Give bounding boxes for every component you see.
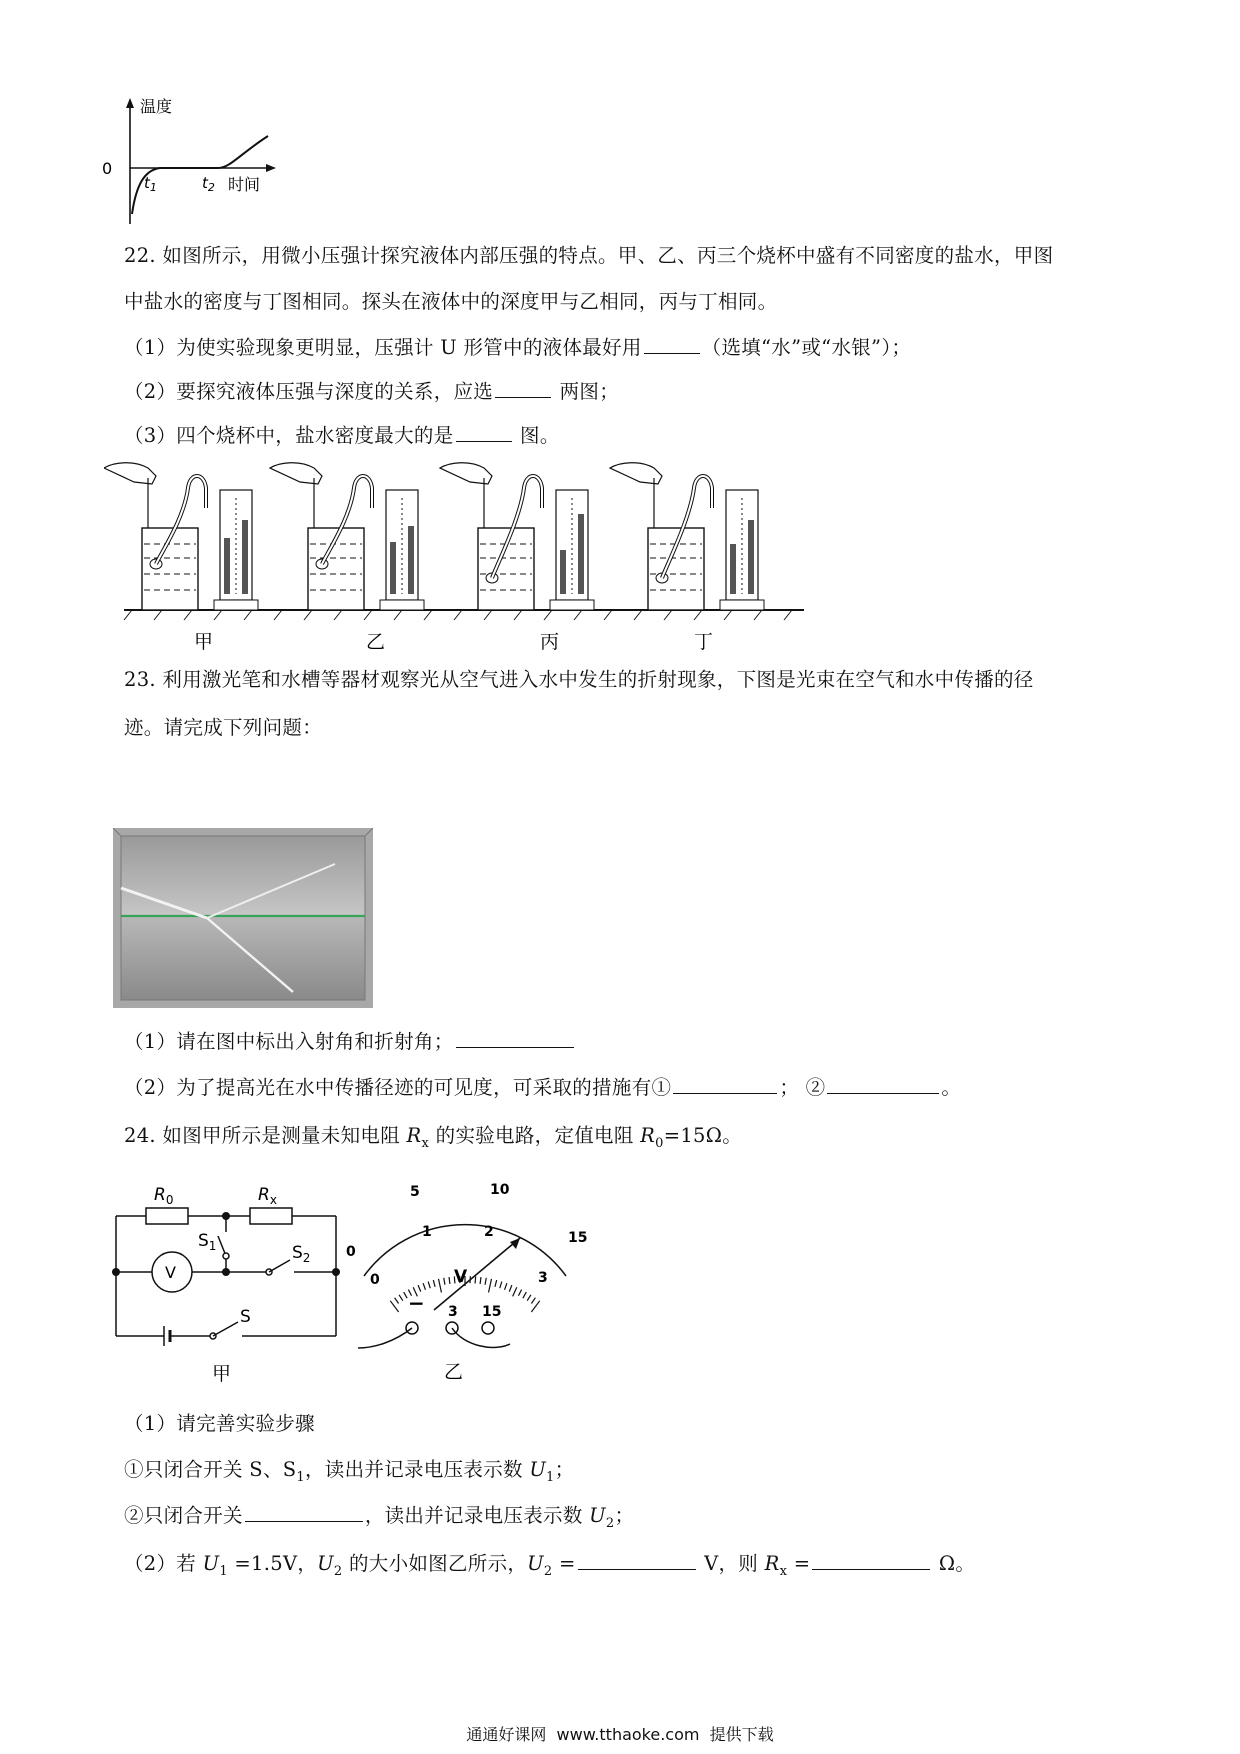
dial-tick [523, 1292, 526, 1298]
label-bing: 丙 [540, 631, 560, 653]
q24-part2-text-g: Ω。 [932, 1552, 976, 1575]
q24-step2-text-b: ，读出并记录电压表示数 [364, 1504, 590, 1527]
meter-top-15: 15 [568, 1230, 588, 1246]
q24-step1 [124, 1454, 574, 1485]
refraction-photo [113, 828, 373, 1008]
q23-part2-text: （2）为了提高光在水中传播径迹的可见度，可采取的措施有① [124, 1076, 672, 1099]
dial-tick [513, 1287, 517, 1296]
q23-part2-blank1[interactable] [673, 1074, 777, 1095]
q22-part2-text: （2）要探究液体压强与深度的关系，应选 [124, 380, 494, 403]
dial-tick [495, 1280, 497, 1287]
q24-part2-u2b: U [527, 1552, 544, 1575]
footer-site: 通通好课网 [466, 1725, 547, 1744]
terminal-15-label: 15 [482, 1304, 502, 1320]
dial-tick [439, 1279, 442, 1293]
q23-part2-blank2[interactable] [827, 1074, 939, 1095]
dial-tick [399, 1295, 403, 1301]
meter-bottom-2: 2 [484, 1224, 494, 1240]
label-yi: 乙 [366, 631, 386, 653]
q24-r0-sub: 0 [655, 1135, 664, 1151]
q24-step1-text-b: ，读出并记录电压表示数 [305, 1458, 530, 1481]
t1-label: $t_1$ [144, 174, 157, 194]
q24-part2 [124, 1548, 975, 1579]
q24-line1-text-c: =15Ω。 [663, 1124, 743, 1147]
q24-step-title: （1）请完善实验步骤 [124, 1412, 315, 1435]
q23-part1 [124, 1026, 576, 1054]
q24-part2-text-b: =1.5V， [227, 1552, 318, 1575]
q22-part3-blank[interactable] [456, 422, 512, 443]
q22-part3-tail: 图。 [513, 424, 560, 447]
dial-tick [433, 1280, 435, 1287]
q24-part2-text-c: 的大小如图乙所示， [342, 1552, 528, 1575]
q22-part2-blank[interactable] [495, 378, 551, 399]
page-footer [0, 1722, 1240, 1745]
meter-top-5: 5 [410, 1184, 420, 1200]
q22-part3 [124, 420, 560, 448]
label-jia: 甲 [194, 631, 214, 653]
q24-part2-rxsub: x [779, 1563, 788, 1579]
dial-tick [404, 1292, 407, 1298]
t2-label: $t_2$ [202, 174, 215, 194]
q22-part2 [124, 376, 619, 404]
q24-step1-text-a: ①只闭合开关 S、S [124, 1458, 297, 1481]
q23-part2-sep: ； ② [779, 1076, 826, 1099]
q24-part2-u1: U [202, 1552, 220, 1575]
q24-step2-u: U [589, 1504, 606, 1527]
dial-tick [500, 1282, 502, 1289]
q23-line2: 迹。请完成下列问题： [124, 716, 323, 739]
dial-tick [505, 1283, 507, 1290]
meter-figure-label: 乙 [444, 1361, 464, 1383]
circuit-r0-label: $R_0$ [154, 1185, 174, 1207]
q22-line2: 中盐水的密度与丁图相同。探头在液体中的深度甲与乙相同，丙与丁相同。 [124, 290, 778, 313]
pressure-gauge-figure [104, 458, 904, 658]
dial-tick [527, 1295, 531, 1301]
q24-step2-usub: 2 [605, 1515, 615, 1531]
q24-rx-symbol: R [406, 1124, 422, 1147]
apparatus-ding [610, 463, 764, 610]
q24-step1-usub: 1 [546, 1469, 555, 1485]
terminal-15 [482, 1322, 494, 1334]
q22-part1-hint: （选填“水”或“水银”）； [701, 336, 912, 359]
q24-r0-symbol: R [640, 1124, 656, 1147]
q24-part2-rx: R [764, 1552, 780, 1575]
dial-tick [449, 1277, 450, 1284]
apparatus-yi [270, 463, 424, 610]
q24-line1 [124, 1120, 742, 1151]
apparatus-bing [440, 463, 594, 610]
q24-step2-blank[interactable] [245, 1502, 363, 1523]
dial-tick [489, 1279, 492, 1293]
footer-url[interactable]: www.tthaoke.com [556, 1725, 700, 1744]
q24-step1-u: U [529, 1458, 547, 1481]
meter-bottom-0: 0 [370, 1272, 380, 1288]
q22-part1-blank[interactable] [644, 334, 700, 355]
circuit-figure-label: 甲 [212, 1363, 232, 1385]
q24-part2-u2: U [317, 1552, 334, 1575]
dial-tick [423, 1283, 425, 1290]
dial-tick [428, 1282, 430, 1289]
q22-line1: 22. 如图所示，用微小压强计探究液体内部压强的特点。甲、乙、丙三个烧杯中盛有不同密度的盐水，甲图 [124, 244, 1054, 267]
dial-tick [395, 1298, 399, 1304]
meter-top-0: 0 [346, 1244, 356, 1260]
meter-bottom-1: 1 [422, 1224, 432, 1240]
q24-step2-text-a: ②只闭合开关 [124, 1504, 243, 1527]
q24-part2-u2sub: 2 [333, 1563, 343, 1579]
circuit-rx-label: $R_x$ [258, 1185, 277, 1207]
q24-u2-blank[interactable] [578, 1550, 696, 1571]
q24-rx-sub: x [421, 1135, 430, 1151]
q24-step1-sub: 1 [296, 1469, 305, 1485]
dial-tick [444, 1278, 445, 1285]
circuit-s-label: S [240, 1307, 251, 1327]
footer-note: 提供下载 [709, 1725, 774, 1744]
y-axis-label: 温度 [140, 97, 173, 116]
q24-part2-text-a: （2）若 [124, 1552, 203, 1575]
dial-tick [480, 1277, 481, 1284]
circuit-voltmeter-label: V [165, 1263, 176, 1282]
origin-label: 0 [102, 159, 113, 178]
q23-part2 [124, 1072, 961, 1100]
q24-rx-blank[interactable] [812, 1550, 930, 1571]
circuit-s2-label: $S_2$ [292, 1243, 311, 1265]
q24-line1-text-b: 的实验电路，定值电阻 [429, 1124, 641, 1147]
meter-top-10: 10 [490, 1182, 510, 1198]
circuit-diagram [104, 1176, 354, 1386]
q22-part1-text: （1）为使实验现象更明显，压强计 U 形管中的液体最好用 [124, 336, 642, 359]
label-ding: 丁 [694, 631, 714, 653]
q24-step2-text-c: ； [614, 1504, 635, 1527]
dial-tick [531, 1298, 535, 1304]
q23-part1-blank[interactable] [456, 1028, 574, 1049]
q24-step1-text-c: ； [554, 1458, 575, 1481]
q24-part2-text-f: = [787, 1552, 811, 1575]
apparatus-jia [104, 463, 258, 610]
circuit-s1-label: $S_1$ [198, 1231, 217, 1253]
x-axis-label: 时间 [228, 175, 261, 194]
q22-part1 [124, 332, 911, 360]
q24-line1-text-a: 24. 如图甲所示是测量未知电阻 [124, 1124, 407, 1147]
q22-part3-text: （3）四个烧杯中，盐水密度最大的是 [124, 424, 454, 447]
meter-bottom-3: 3 [538, 1270, 548, 1286]
q23-part2-end: 。 [941, 1076, 962, 1099]
q22-part2-tail: 两图； [553, 380, 620, 403]
dial-tick [485, 1278, 486, 1285]
meter-unit: V [454, 1267, 468, 1287]
dial-tick [509, 1285, 512, 1291]
q24-step2 [124, 1500, 634, 1531]
q23-part1-text: （1）请在图中标出入射角和折射角； [124, 1030, 454, 1053]
dial-tick [475, 1276, 476, 1283]
terminal-minus-label: − [408, 1291, 425, 1315]
terminal-3-label: 3 [448, 1304, 458, 1320]
temperature-time-graph [100, 96, 300, 246]
q24-part2-u1sub: 1 [219, 1563, 228, 1579]
voltmeter-dial [344, 1180, 594, 1390]
q24-part2-text-d: = [552, 1552, 576, 1575]
q24-part2-u2bsub: 2 [543, 1563, 553, 1579]
q23-line1: 23. 利用激光笔和水槽等器材观察光从空气进入水中发生的折射现象，下图是光束在空气和水中传播的径 [124, 668, 1034, 691]
q24-part2-text-e: V，则 [697, 1552, 765, 1575]
dial-tick [518, 1290, 521, 1296]
